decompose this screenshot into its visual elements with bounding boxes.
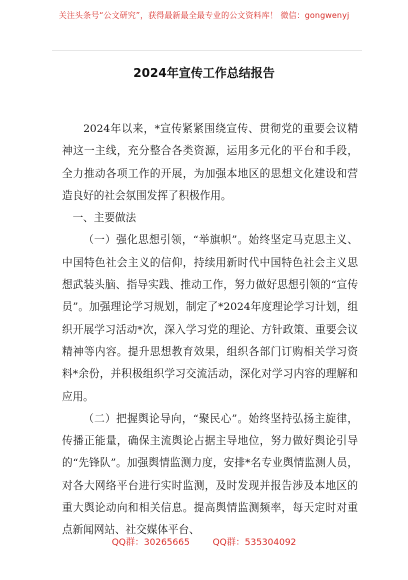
document-body xyxy=(62,118,358,542)
document-title: 2024年宣传工作总结报告 xyxy=(133,66,275,80)
footer-qq-2: QQ群：535304092 xyxy=(212,538,297,548)
body-paragraph-1: （一）强化思想引领，“举旗帜”。始终坚定马克思主义、中国特色社会主义的信仰，持续用新时代中国特色社会主义思想武装头脑、指导实践、推动工作，努力做好思想引领的“宣传员”。加强理论学习规划，制定了*2024年度理论学习计划，组织开展学习活动*次，深入学习党的理论、方针政策、重要会议精神等内容。提升思想教育效果，组织各部门订购相关学习资料*余份，并积极组织学习交流活动，深化对学习内容的理解和应用。 xyxy=(62,234,358,403)
footer-qq-groups xyxy=(0,535,408,548)
header-divider xyxy=(52,50,362,51)
section-heading: 一、主要做法 xyxy=(72,212,137,225)
header-notice: 关注头条号“公文研究”，获得最新最全最专业的公文资料库！ 微信：gongwenyj xyxy=(58,11,350,20)
body-paragraph-2: （二）把握舆论导向，“聚民心”。始终坚持弘扬主旋律，传播正能量，确保主流舆论占据主导地位，努力做好舆论引导的“先锋队”。加强舆情监测力度，安排*名专业舆情监测人员，对各大网络平台进行实时监测，及时发现并报告涉及本地区的重大舆论动向和相关信息。提高舆情监测频率，每天定时对重点新闻网站、社交媒体平台、 xyxy=(62,412,358,537)
footer-qq-1: QQ群：30265665 xyxy=(111,538,190,548)
intro-paragraph: 2024年以来，*宣传紧紧围绕宣传、贯彻党的重要会议精神这一主线，充分整合各类资源，运用多元化的平台和手段，全力推动各项工作的开展，为加强本地区的思想文化建设和营造良好的社会氛围发挥了积极作用。 xyxy=(62,123,358,202)
